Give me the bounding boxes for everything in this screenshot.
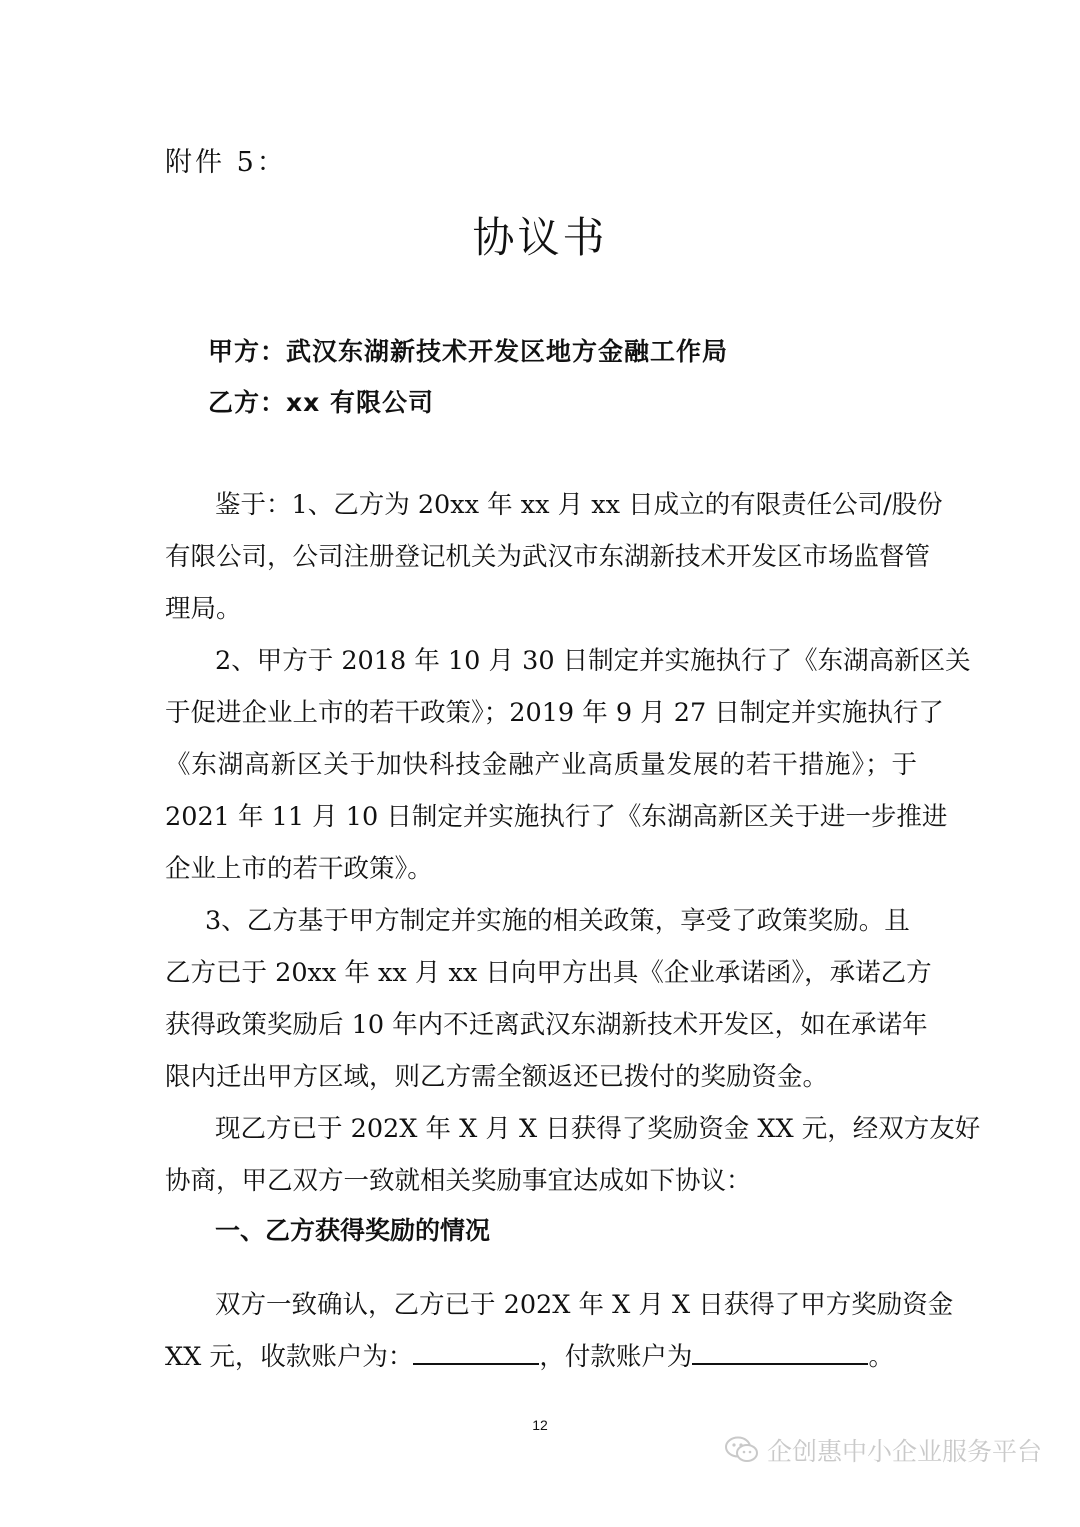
paragraph-line: 乙方已于 20xx 年 xx 月 xx 日向甲方出具《企业承诺函》，承诺乙方 — [165, 958, 932, 988]
sentence-end: 。 — [868, 1342, 894, 1372]
section-heading: 一、乙方获得奖励的情况 — [215, 1216, 491, 1245]
page-number: 12 — [532, 1417, 548, 1433]
paragraph-line: 获得政策奖励后 10 年内不迁离武汉东湖新技术开发区，如在承诺年 — [165, 1010, 928, 1040]
paragraph-line: 双方一致确认，乙方已于 202X 年 X 月 X 日获得了甲方奖励资金 — [215, 1290, 954, 1320]
paragraph-line: 协商，甲乙双方一致就相关奖励事宜达成如下协议： — [165, 1166, 752, 1196]
payment-account-label: ，付款账户为 — [539, 1342, 693, 1372]
party-a: 甲方：武汉东湖新技术开发区地方金融工作局 — [208, 337, 729, 366]
paragraph-line: 《东湖高新区关于加快科技金融产业高质量发展的若干措施》；于 — [165, 750, 917, 780]
paragraph-line: 2、甲方于 2018 年 10 月 30 日制定并实施执行了《东湖高新区关 — [215, 646, 971, 676]
paragraph-line: 企业上市的若干政策》。 — [165, 854, 433, 884]
paragraph-line: 限内迁出甲方区域，则乙方需全额返还已拨付的奖励资金。 — [165, 1062, 829, 1092]
attachment-label: 附件 5： — [165, 147, 287, 178]
paragraph-line: 鉴于：1、乙方为 20xx 年 xx 月 xx 日成立的有限责任公司/股份 — [215, 490, 943, 520]
paragraph-line: 有限公司，公司注册登记机关为武汉市东湖新技术开发区市场监督管 — [165, 542, 931, 572]
paragraph-line: 现乙方已于 202X 年 X 月 X 日获得了奖励资金 XX 元，经双方友好 — [215, 1114, 981, 1144]
paragraph-line: 理局。 — [165, 594, 242, 624]
payment-account-blank[interactable] — [692, 1341, 868, 1365]
receiving-account-blank[interactable] — [413, 1341, 539, 1365]
paragraph-line: 于促进企业上市的若干政策》；2019 年 9 月 27 日制定并实施执行了 — [165, 698, 944, 728]
receiving-account-label: XX 元，收款账户为： — [165, 1342, 414, 1372]
paragraph-line: 2021 年 11 月 10 日制定并实施执行了《东湖高新区关于进一步推进 — [165, 802, 948, 832]
wechat-icon — [725, 1436, 759, 1464]
watermark-text: 企创惠中小企业服务平台 — [766, 1437, 1042, 1466]
paragraph-line: 3、乙方基于甲方制定并实施的相关政策，享受了政策奖励。且 — [205, 906, 910, 936]
document-title: 协议书 — [472, 213, 608, 262]
paragraph-line — [165, 1337, 894, 1373]
watermark — [725, 1432, 1042, 1468]
party-b: 乙方：xx 有限公司 — [208, 388, 434, 417]
